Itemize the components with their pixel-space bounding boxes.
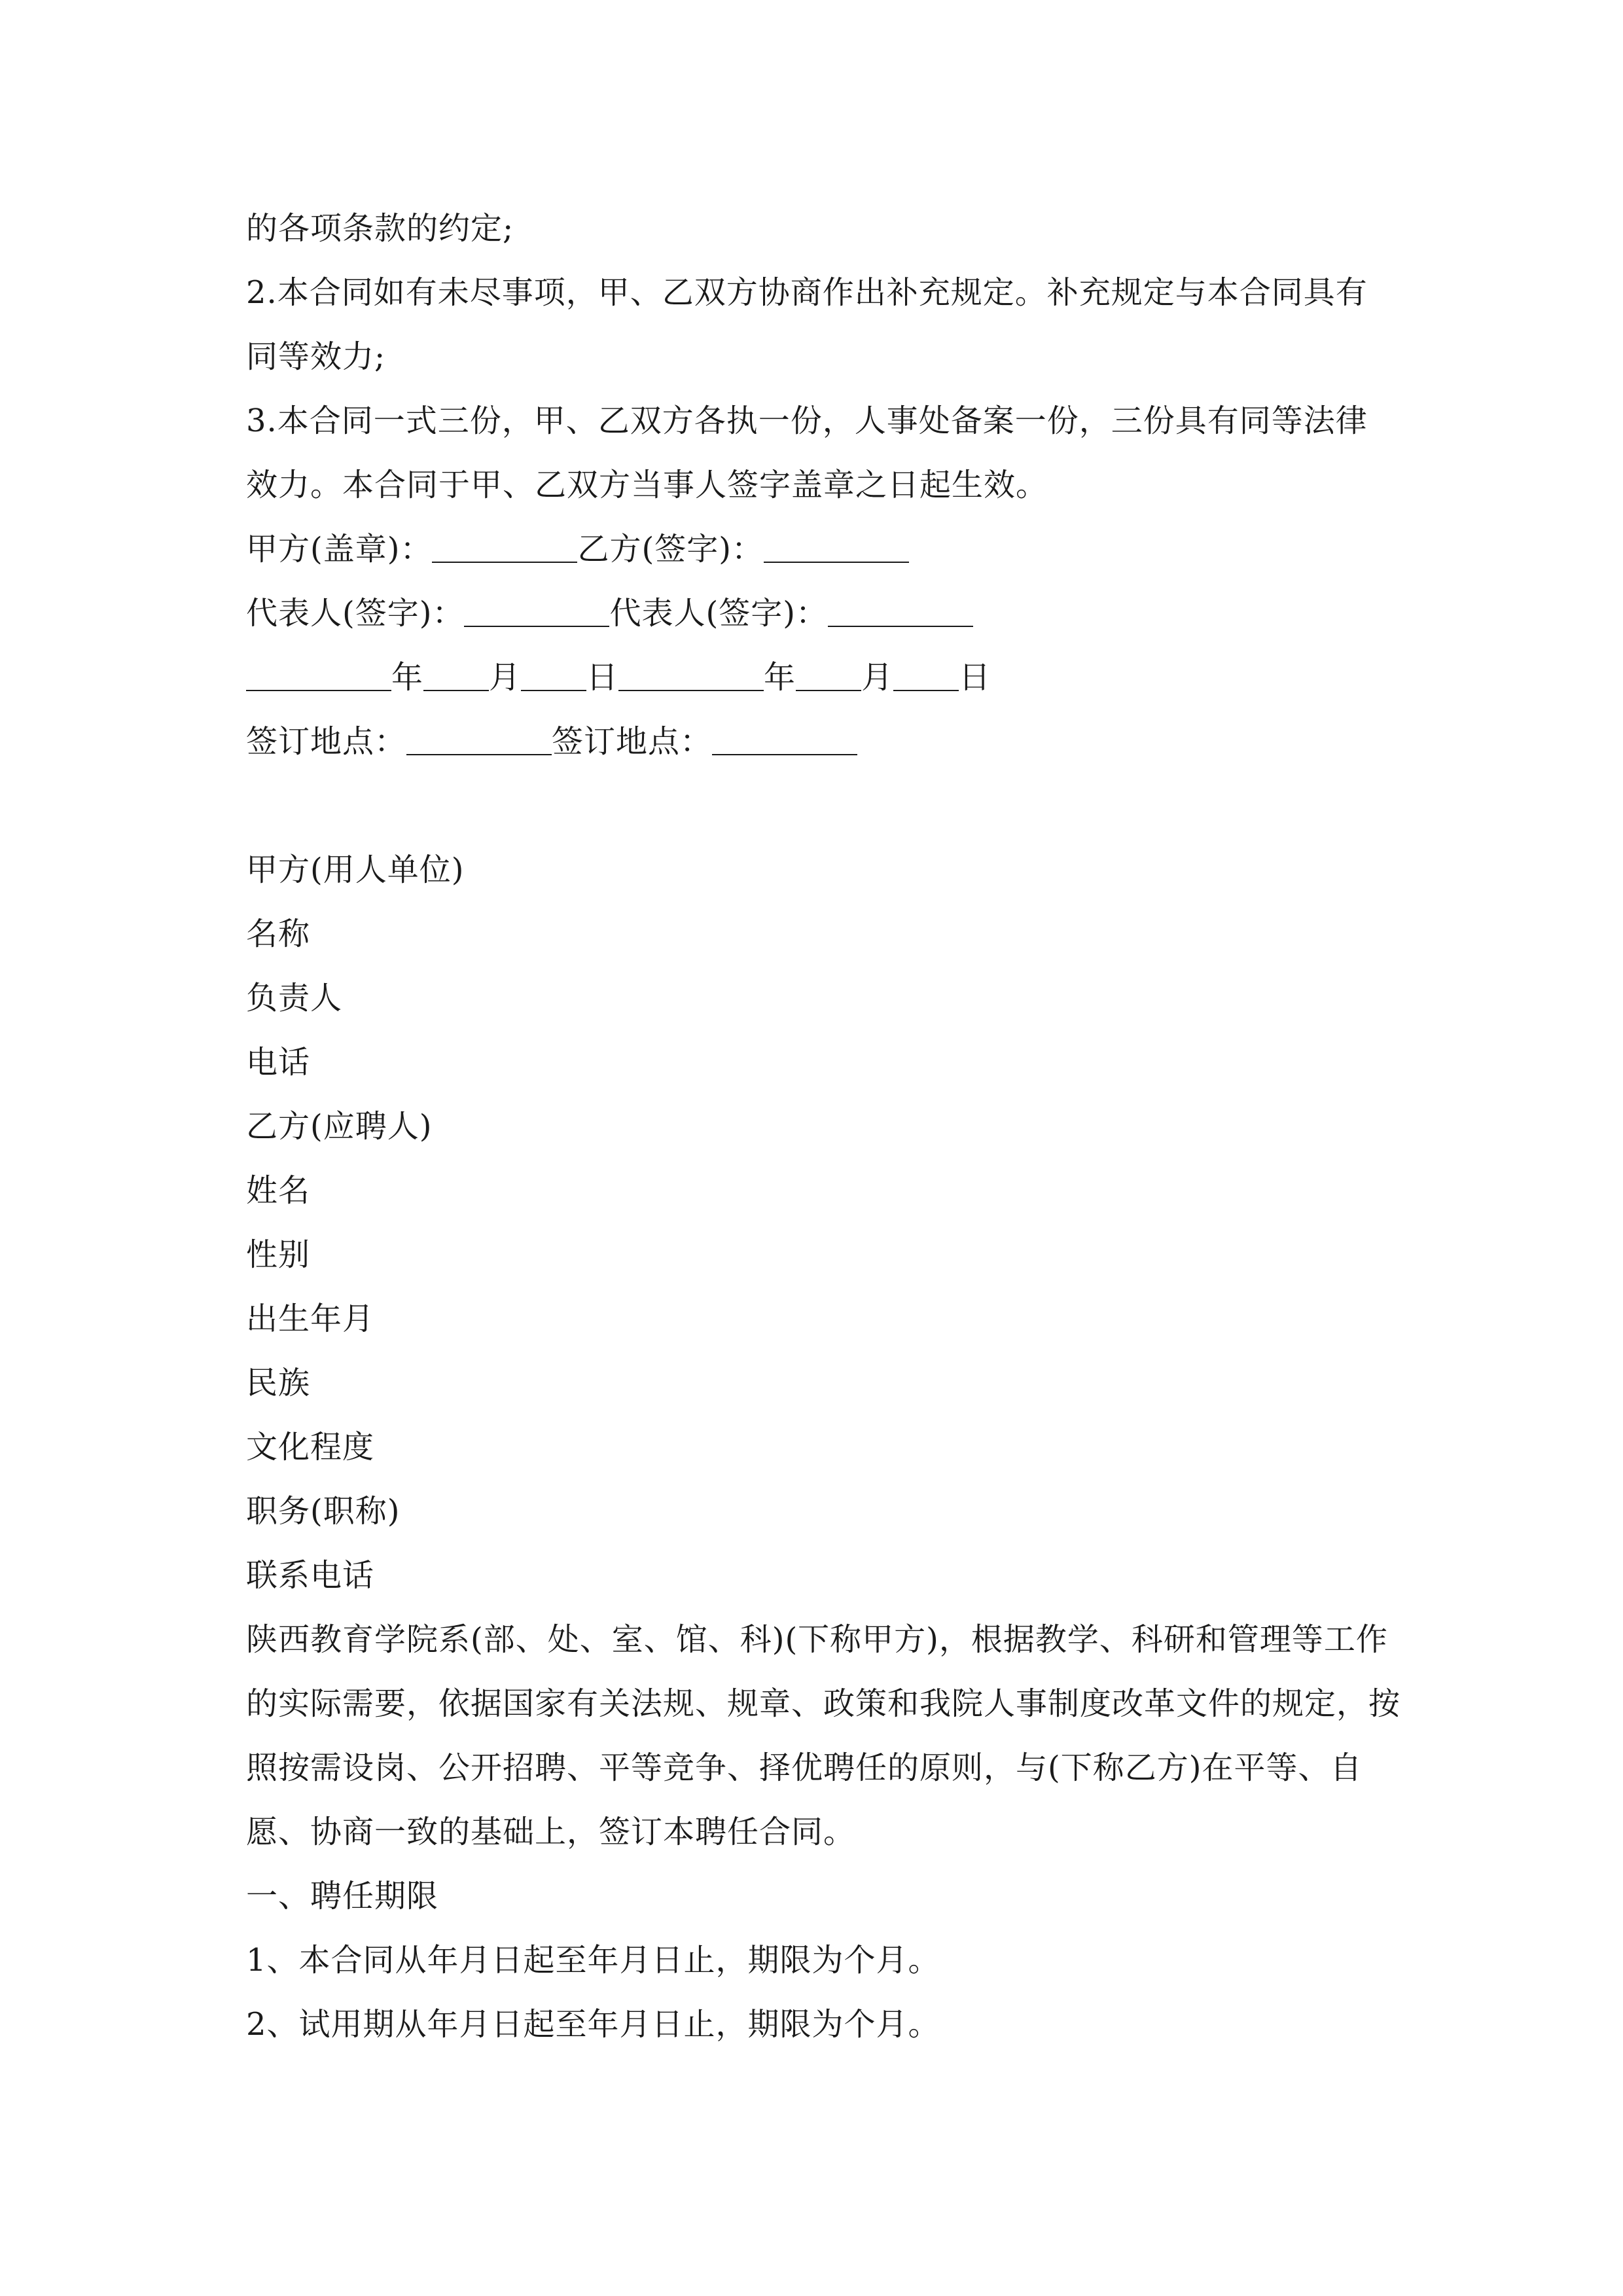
text-line: 同等效力; xyxy=(246,338,386,375)
month-b-blank[interactable] xyxy=(796,653,861,691)
place-a-label: 签订地点： xyxy=(246,723,407,760)
info-line: 出生年月 xyxy=(246,1300,375,1337)
info-line: 文化程度 xyxy=(246,1429,375,1465)
text-line: 效力。本合同于甲、乙双方当事人签字盖章之日起生效。 xyxy=(246,467,1048,503)
info-line: 姓名 xyxy=(246,1172,311,1209)
party-b-sign-blank[interactable] xyxy=(764,525,909,563)
year-a-blank[interactable] xyxy=(246,653,391,691)
intro-paragraph: 陕西教育学院系(部、处、室、馆、科)(下称甲方)，根据教学、科研和管理等工作的实际需要，依据国家有关法规、规章、政策和我院人事制度改革文件的规定，按照按需设岗、公开招聘、平等竞争、择优聘任的原则，与(下称乙方)在平等、自愿、协商一致的基础上，签订本聘任合同。 xyxy=(246,1621,1401,1850)
party-a-seal-blank[interactable] xyxy=(432,525,577,563)
info-line: 名称 xyxy=(246,916,311,952)
year-label: 年 xyxy=(391,659,424,696)
text-line: 的各项条款的约定; xyxy=(246,210,514,247)
signature-line-dates xyxy=(246,645,1411,709)
section-title: 一、聘任期限 xyxy=(246,1878,439,1914)
month-label: 月 xyxy=(861,659,894,696)
info-line: 电话 xyxy=(246,1044,311,1081)
day-label: 日 xyxy=(959,659,991,696)
signature-line-representatives xyxy=(246,581,1411,645)
party-a-seal-label: 甲方(盖章)： xyxy=(246,531,433,567)
info-line: 甲方(用人单位) xyxy=(246,852,465,888)
info-line: 乙方(应聘人) xyxy=(246,1108,433,1145)
document-body xyxy=(246,196,1411,2056)
info-line: 民族 xyxy=(246,1365,311,1401)
signature-line-places xyxy=(246,709,1411,774)
day-b-blank[interactable] xyxy=(893,653,959,691)
day-a-blank[interactable] xyxy=(521,653,586,691)
month-label: 月 xyxy=(489,659,522,696)
rep-b-label: 代表人(签字)： xyxy=(609,595,828,632)
month-a-blank[interactable] xyxy=(423,653,489,691)
rep-a-blank[interactable] xyxy=(464,589,609,627)
rep-b-blank[interactable] xyxy=(828,589,973,627)
clause-line: 2、试用期从年月日起至年月日止，期限为个月。 xyxy=(246,2006,940,2043)
clause-line: 1、本合同从年月日起至年月日止，期限为个月。 xyxy=(246,1942,940,1979)
year-label: 年 xyxy=(764,659,796,696)
place-b-blank[interactable] xyxy=(712,717,857,755)
signature-line-parties xyxy=(246,517,1411,581)
text-line: 3.本合同一式三份，甲、乙双方各执一份，人事处备案一份，三份具有同等法律 xyxy=(246,403,1368,439)
info-line: 职务(职称) xyxy=(246,1493,401,1530)
info-line: 性别 xyxy=(246,1236,311,1273)
rep-a-label: 代表人(签字)： xyxy=(246,595,465,632)
party-b-sign-label: 乙方(签字)： xyxy=(577,531,764,567)
info-line: 联系电话 xyxy=(246,1557,375,1594)
place-b-label: 签订地点： xyxy=(552,723,713,760)
place-a-blank[interactable] xyxy=(406,717,552,755)
day-label: 日 xyxy=(586,659,619,696)
spacer xyxy=(246,774,1411,838)
info-line: 负责人 xyxy=(246,980,343,1016)
text-line: 2.本合同如有未尽事项，甲、乙双方协商作出补充规定。补充规定与本合同具有 xyxy=(246,274,1368,311)
year-b-blank[interactable] xyxy=(618,653,764,691)
